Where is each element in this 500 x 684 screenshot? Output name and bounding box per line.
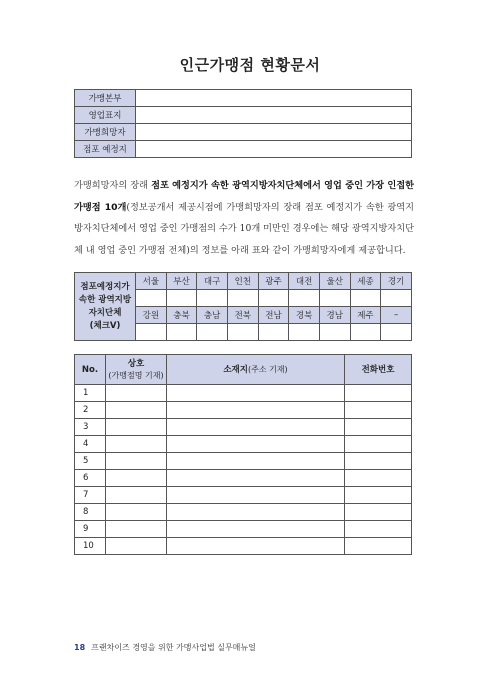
col-header-name xyxy=(106,355,167,385)
region-check-cell[interactable] xyxy=(197,290,228,307)
info-row xyxy=(75,107,412,124)
region-name: 충북 xyxy=(166,307,197,324)
row-number: 2 xyxy=(75,402,106,419)
region-name: 서울 xyxy=(136,273,167,290)
row-number: 7 xyxy=(75,487,106,504)
row-address-cell[interactable] xyxy=(167,419,345,436)
row-number: 4 xyxy=(75,436,106,453)
col-header-address-sub: (주소 기재) xyxy=(247,364,288,374)
region-name: 대구 xyxy=(197,273,228,290)
table-row xyxy=(75,402,412,419)
region-label-line: 자치단체 xyxy=(88,307,122,318)
row-name-cell[interactable] xyxy=(106,487,167,504)
page-title: 인근가맹점 현황문서 xyxy=(179,56,321,74)
region-check-cell[interactable] xyxy=(381,324,412,341)
table-row xyxy=(75,470,412,487)
region-label-cell xyxy=(75,273,136,341)
info-label: 점포 예정지 xyxy=(75,141,136,158)
region-name: 강원 xyxy=(136,307,167,324)
region-check-cell[interactable] xyxy=(227,290,258,307)
region-check-cell[interactable] xyxy=(350,324,381,341)
region-name: 충남 xyxy=(197,307,228,324)
region-check-cell[interactable] xyxy=(197,324,228,341)
region-name: 경남 xyxy=(319,307,350,324)
region-check-cell[interactable] xyxy=(258,324,289,341)
table-row xyxy=(75,385,412,402)
paragraph-text: 가맹희망자의 장래 xyxy=(74,180,152,191)
row-number: 10 xyxy=(75,538,106,555)
region-name: 제주 xyxy=(350,307,381,324)
franchise-info-table xyxy=(74,89,412,158)
col-header-no: No. xyxy=(75,355,106,385)
table-row xyxy=(75,436,412,453)
row-phone-cell[interactable] xyxy=(345,402,412,419)
row-address-cell[interactable] xyxy=(167,402,345,419)
info-value-cell[interactable] xyxy=(136,90,412,107)
region-check-cell[interactable] xyxy=(136,290,167,307)
region-label-line: 점포예정지가 xyxy=(80,281,130,292)
info-value-cell[interactable] xyxy=(136,124,412,141)
table-row xyxy=(75,538,412,555)
row-name-cell[interactable] xyxy=(106,385,167,402)
region-check-table xyxy=(74,272,412,341)
row-phone-cell[interactable] xyxy=(345,385,412,402)
info-value-cell[interactable] xyxy=(136,107,412,124)
row-phone-cell[interactable] xyxy=(345,521,412,538)
region-name: 부산 xyxy=(166,273,197,290)
row-phone-cell[interactable] xyxy=(345,436,412,453)
region-label-line: (체크V) xyxy=(89,320,121,331)
row-name-cell[interactable] xyxy=(106,521,167,538)
row-address-cell[interactable] xyxy=(167,538,345,555)
row-phone-cell[interactable] xyxy=(345,487,412,504)
info-label: 영업표지 xyxy=(75,107,136,124)
row-phone-cell[interactable] xyxy=(345,470,412,487)
region-check-cell[interactable] xyxy=(350,290,381,307)
region-name: 경북 xyxy=(289,307,320,324)
region-name: 인천 xyxy=(227,273,258,290)
info-label: 가맹본부 xyxy=(75,90,136,107)
row-number: 9 xyxy=(75,521,106,538)
region-check-cell[interactable] xyxy=(289,290,320,307)
row-name-cell[interactable] xyxy=(106,436,167,453)
region-check-cell[interactable] xyxy=(381,290,412,307)
description-paragraph xyxy=(74,175,414,261)
row-number: 5 xyxy=(75,453,106,470)
row-address-cell[interactable] xyxy=(167,436,345,453)
region-check-cell[interactable] xyxy=(227,324,258,341)
region-name: 울산 xyxy=(319,273,350,290)
region-check-cell[interactable] xyxy=(136,324,167,341)
row-phone-cell[interactable] xyxy=(345,419,412,436)
region-name: 대전 xyxy=(289,273,320,290)
row-address-cell[interactable] xyxy=(167,504,345,521)
row-address-cell[interactable] xyxy=(167,487,345,504)
col-header-name-sub: (가맹점명 기재) xyxy=(108,370,164,380)
row-number: 6 xyxy=(75,470,106,487)
row-address-cell[interactable] xyxy=(167,453,345,470)
region-name: 경기 xyxy=(381,273,412,290)
region-name: 세종 xyxy=(350,273,381,290)
row-phone-cell[interactable] xyxy=(345,453,412,470)
row-number: 1 xyxy=(75,385,106,402)
col-header-address xyxy=(167,355,345,385)
col-header-address-main: 소재지 xyxy=(223,364,248,375)
table-row xyxy=(75,504,412,521)
col-header-phone: 전화번호 xyxy=(345,355,412,385)
info-row xyxy=(75,90,412,107)
table-row xyxy=(75,487,412,504)
info-row xyxy=(75,124,412,141)
row-name-cell[interactable] xyxy=(106,538,167,555)
region-check-cell[interactable] xyxy=(289,324,320,341)
region-check-cell[interactable] xyxy=(166,324,197,341)
row-name-cell[interactable] xyxy=(106,504,167,521)
region-check-cell[interactable] xyxy=(319,324,350,341)
row-address-cell[interactable] xyxy=(167,385,345,402)
row-phone-cell[interactable] xyxy=(345,538,412,555)
footer-text: 프랜차이즈 경영을 위한 가맹사업법 실무매뉴얼 xyxy=(91,643,256,652)
row-name-cell[interactable] xyxy=(106,402,167,419)
table-row xyxy=(75,419,412,436)
region-name: 전북 xyxy=(227,307,258,324)
region-label-line: 속한 광역지방 xyxy=(78,294,132,305)
row-address-cell[interactable] xyxy=(167,470,345,487)
col-header-name-main: 상호 xyxy=(127,358,145,369)
paragraph-text: (정보공개서 제공시점에 가맹희망자의 장래 점포 예정지가 속한 광역지방자치단체에서 영업 중인 가맹점의 수가 10개 미만인 경우에는 해당 광역지방자치단체 내 영업 중인 가맹점 전체)의 정보를 아래 표와 같이 가맹희망자에게 제공합니다. xyxy=(74,201,415,256)
row-name-cell[interactable] xyxy=(106,470,167,487)
region-check-cell[interactable] xyxy=(319,290,350,307)
page-number: 18 xyxy=(74,643,86,652)
franchise-list-table xyxy=(74,354,412,555)
table-row xyxy=(75,453,412,470)
info-label: 가맹희망자 xyxy=(75,124,136,141)
region-name: 광주 xyxy=(258,273,289,290)
row-address-cell[interactable] xyxy=(167,521,345,538)
region-name: 전남 xyxy=(258,307,289,324)
row-name-cell[interactable] xyxy=(106,453,167,470)
row-number: 8 xyxy=(75,504,106,521)
region-name: – xyxy=(381,307,412,324)
row-number: 3 xyxy=(75,419,106,436)
region-check-cell[interactable] xyxy=(166,290,197,307)
region-check-cell[interactable] xyxy=(258,290,289,307)
page-footer xyxy=(74,642,256,653)
paragraph-bold-text: 점포 예정지가 속한 광역지방자치단체에서 영업 중인 가장 인접한 가맹점 10개 xyxy=(74,180,414,213)
info-row xyxy=(75,141,412,158)
info-value-cell[interactable] xyxy=(136,141,412,158)
table-row xyxy=(75,521,412,538)
row-phone-cell[interactable] xyxy=(345,504,412,521)
row-name-cell[interactable] xyxy=(106,419,167,436)
